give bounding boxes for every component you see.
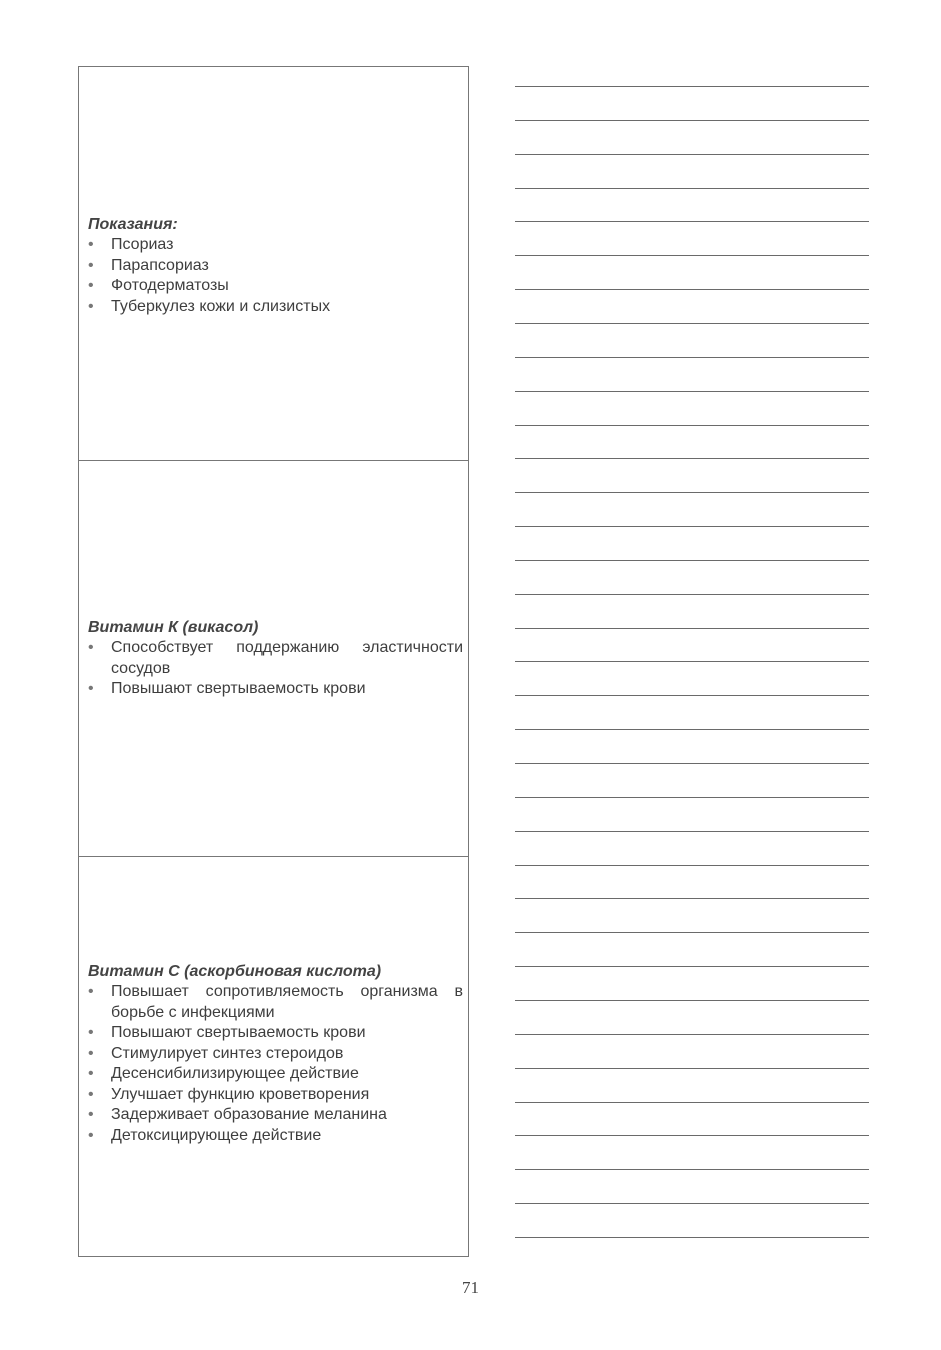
note-line bbox=[515, 120, 869, 121]
list-item: • Псориаз bbox=[88, 235, 463, 256]
card-divider-1 bbox=[78, 460, 469, 461]
section-title: Показания: bbox=[88, 216, 178, 233]
list-item: • Повышают свертываемость крови bbox=[88, 1023, 463, 1044]
note-line bbox=[515, 628, 869, 629]
note-line bbox=[515, 966, 869, 967]
vitamin-c-section bbox=[88, 962, 463, 1146]
note-line bbox=[515, 898, 869, 899]
note-line bbox=[515, 661, 869, 662]
note-line bbox=[515, 729, 869, 730]
list-item: • Задерживает образование меланина bbox=[88, 1105, 463, 1126]
note-line bbox=[515, 492, 869, 493]
note-line bbox=[515, 763, 869, 764]
note-line bbox=[515, 188, 869, 189]
vitamin-k-list bbox=[88, 638, 463, 700]
note-line bbox=[515, 1169, 869, 1170]
note-line bbox=[515, 560, 869, 561]
note-line bbox=[515, 255, 869, 256]
note-line bbox=[515, 797, 869, 798]
list-item: • Повышает сопротивляемость организма в борьбе с инфекциями bbox=[88, 982, 463, 1023]
note-line bbox=[515, 1102, 869, 1103]
note-line bbox=[515, 526, 869, 527]
note-line bbox=[515, 932, 869, 933]
note-line bbox=[515, 1237, 869, 1238]
note-line bbox=[515, 695, 869, 696]
note-line bbox=[515, 1135, 869, 1136]
list-item: • Повышают свертываемость крови bbox=[88, 679, 463, 700]
section-title: Витамин С (аскорбиновая кислота) bbox=[88, 963, 382, 980]
list-item: • Улучшает функцию кроветворения bbox=[88, 1085, 463, 1106]
note-line bbox=[515, 1000, 869, 1001]
indications-list bbox=[88, 235, 463, 317]
indications-section bbox=[88, 215, 463, 317]
list-item: • Фотодерматозы bbox=[88, 276, 463, 297]
section-title: Витамин К (викасол) bbox=[88, 619, 259, 636]
note-line bbox=[515, 221, 869, 222]
note-line bbox=[515, 357, 869, 358]
note-line bbox=[515, 1034, 869, 1035]
note-line bbox=[515, 594, 869, 595]
page-number: 71 bbox=[462, 1278, 479, 1297]
note-line bbox=[515, 391, 869, 392]
note-line bbox=[515, 289, 869, 290]
list-item: • Туберкулез кожи и слизистых bbox=[88, 297, 463, 318]
list-item: • Парапсориаз bbox=[88, 256, 463, 277]
list-item: • Стимулирует синтез стероидов bbox=[88, 1044, 463, 1065]
list-item: • Десенсибилизирующее действие bbox=[88, 1064, 463, 1085]
card-divider-2 bbox=[78, 856, 469, 857]
note-line bbox=[515, 86, 869, 87]
note-line bbox=[515, 323, 869, 324]
list-item: • Детоксицирующее действие bbox=[88, 1126, 463, 1147]
note-line bbox=[515, 831, 869, 832]
note-line bbox=[515, 1203, 869, 1204]
vitamin-k-section bbox=[88, 618, 463, 700]
note-line bbox=[515, 425, 869, 426]
note-line bbox=[515, 458, 869, 459]
note-line bbox=[515, 154, 869, 155]
vitamin-c-list bbox=[88, 982, 463, 1146]
note-line bbox=[515, 865, 869, 866]
list-item: • Способствует поддержанию эластичности сосудов bbox=[88, 638, 463, 679]
note-line bbox=[515, 1068, 869, 1069]
